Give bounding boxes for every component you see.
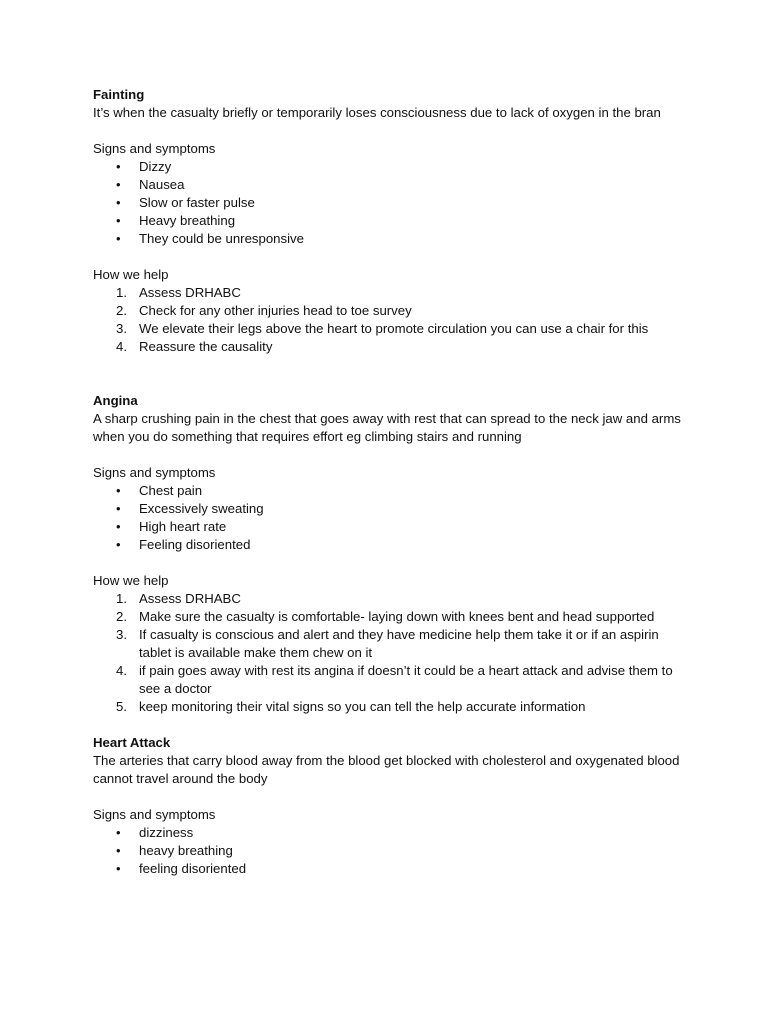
bullet-marker: •	[116, 177, 121, 192]
list-item: • Slow or faster pulse	[116, 195, 255, 210]
list-item: • Chest pain	[116, 483, 203, 498]
number-marker: 3.	[116, 627, 127, 642]
list-item: 4. Reassure the causality	[116, 339, 273, 354]
list-item: • feeling disoriented	[116, 861, 247, 876]
bullet-marker: •	[116, 537, 121, 552]
help-heading: How we help	[93, 267, 169, 282]
number-marker: 1.	[116, 285, 127, 300]
number-marker: 3.	[116, 321, 127, 336]
list-item: 5. keep monitoring their vital signs so you can tell the help accurate information	[116, 699, 586, 714]
bullet-marker: •	[116, 195, 121, 210]
section-angina	[93, 392, 683, 716]
list-item: 2. Check for any other injuries head to toe survey	[116, 303, 412, 318]
list-item: 3. If casualty is conscious and alert and they have medicine help them take it or if an aspirin tablet is available make them chew on it	[116, 627, 659, 660]
signs-heading: Signs and symptoms	[93, 141, 216, 156]
signs-heading: Signs and symptoms	[93, 807, 216, 822]
list-item: • Heavy breathing	[116, 213, 236, 228]
list-item: 4. if pain goes away with rest its angina if doesn’t it could be a heart attack and advise them to see a doctor	[116, 663, 673, 696]
document-page	[93, 86, 683, 878]
bullet-marker: •	[116, 231, 121, 246]
bullet-marker: •	[116, 483, 121, 498]
section-heart-attack	[93, 734, 683, 878]
section-description: It’s when the casualty briefly or temporarily loses consciousness due to lack of oxygen in the bran	[93, 105, 661, 120]
bullet-marker: •	[116, 501, 121, 516]
list-item: 2. Make sure the casualty is comfortable- laying down with knees bent and head supported	[116, 609, 655, 624]
help-list	[93, 284, 683, 356]
list-item: • Feeling disoriented	[116, 537, 251, 552]
list-item: • Excessively sweating	[116, 501, 264, 516]
list-item: • heavy breathing	[116, 843, 233, 858]
number-marker: 4.	[116, 663, 127, 678]
list-item: 3. We elevate their legs above the heart to promote circulation you can use a chair for this	[116, 321, 649, 336]
list-item: 1. Assess DRHABC	[116, 591, 241, 606]
number-marker: 5.	[116, 699, 127, 714]
number-marker: 2.	[116, 609, 127, 624]
number-marker: 2.	[116, 303, 127, 318]
section-title: Heart Attack	[93, 735, 171, 750]
bullet-marker: •	[116, 213, 121, 228]
section-fainting	[93, 86, 683, 356]
list-item: 1. Assess DRHABC	[116, 285, 241, 300]
list-item: • High heart rate	[116, 519, 227, 534]
list-item: • Dizzy	[116, 159, 172, 174]
help-list	[93, 590, 683, 716]
list-item: • dizziness	[116, 825, 194, 840]
number-marker: 4.	[116, 339, 127, 354]
section-description: The arteries that carry blood away from the blood get blocked with cholesterol and oxygenated blood cannot travel around the body	[93, 753, 680, 786]
bullet-marker: •	[116, 843, 121, 858]
list-item: • They could be unresponsive	[116, 231, 304, 246]
section-title: Angina	[93, 393, 138, 408]
signs-heading: Signs and symptoms	[93, 465, 216, 480]
section-description: A sharp crushing pain in the chest that goes away with rest that can spread to the neck jaw and arms when you do something that requires effort eg climbing stairs and running	[93, 411, 681, 444]
section-title: Fainting	[93, 87, 145, 102]
help-heading: How we help	[93, 573, 169, 588]
bullet-marker: •	[116, 519, 121, 534]
list-item: • Nausea	[116, 177, 185, 192]
signs-list	[93, 824, 683, 878]
bullet-marker: •	[116, 159, 121, 174]
signs-list	[93, 158, 683, 248]
signs-list	[93, 482, 683, 554]
number-marker: 1.	[116, 591, 127, 606]
bullet-marker: •	[116, 861, 121, 876]
bullet-marker: •	[116, 825, 121, 840]
